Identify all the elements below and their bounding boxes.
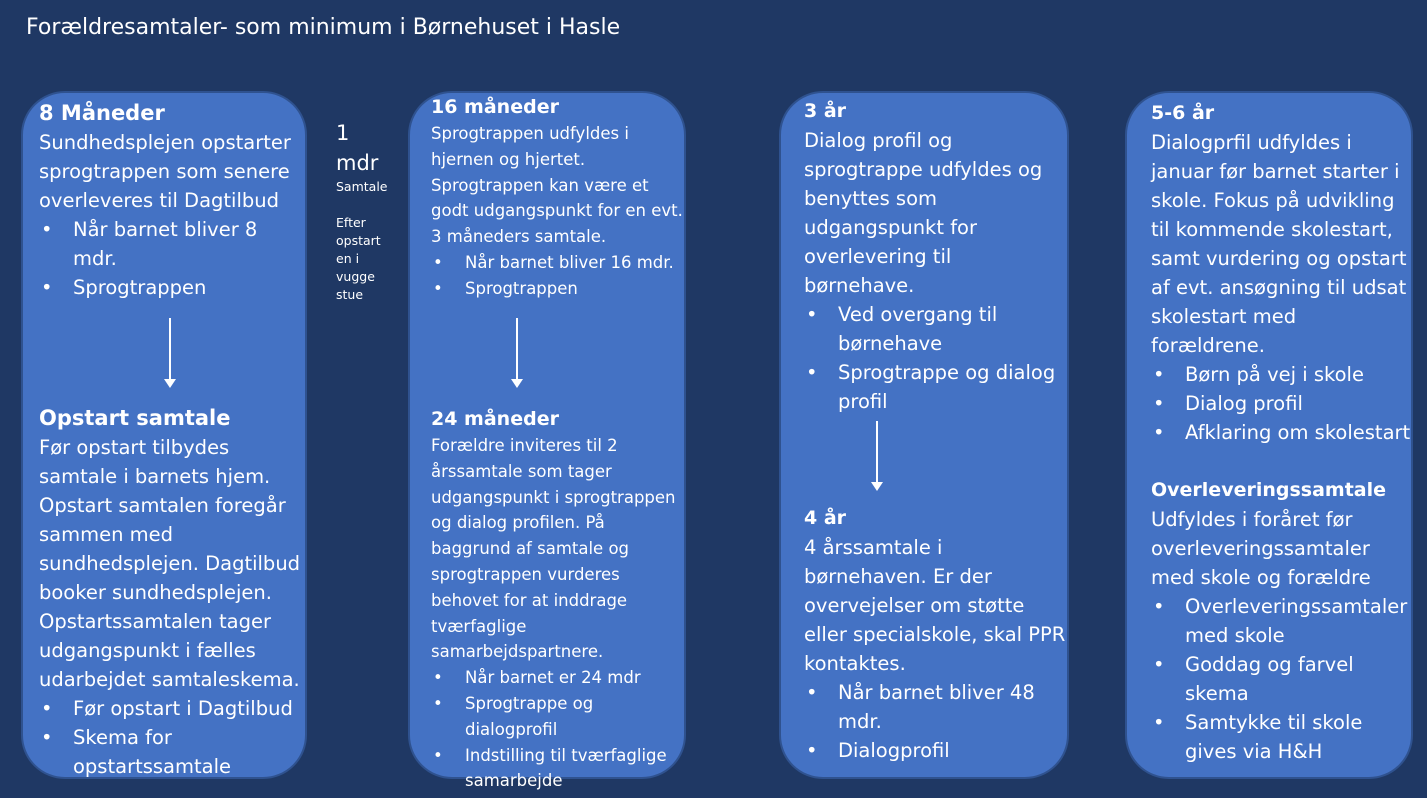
col4-body: Dialogprfil udfyldes i januar før barnet starter i skole. Fokus på udvikling til kommende skolestart, samt vurdering og opstart af evt. ansøgning til udsat skolestart med forældrene.	[1151, 131, 1407, 357]
list-item: • Samtykke til skole gives via H&H	[1151, 708, 1413, 766]
col3-heading: 3 år	[804, 100, 847, 122]
list-item: • Skema for opstartssamtale	[39, 723, 307, 781]
col3-bottom	[804, 504, 1066, 765]
col4-heading: 5-6 år	[1151, 102, 1215, 124]
col1-bullets2	[39, 694, 307, 781]
side-note-label: Samtale	[336, 179, 388, 194]
list-item: • Sprogtrappen	[39, 273, 307, 302]
arrow-down-icon	[516, 318, 518, 380]
arrow-down-icon	[876, 421, 878, 483]
side-note-unit: mdr	[336, 151, 379, 175]
list-item: • Før opstart i Dagtilbud	[39, 694, 307, 723]
col2-bullets	[431, 250, 688, 302]
col1-body: Sundhedsplejen opstarter sprogtrappen som senere overleveres til Dagtilbud	[39, 131, 291, 212]
list-item: • Børn på vej i skole	[1151, 360, 1413, 389]
col3-bullets	[804, 300, 1066, 416]
list-item: • Dialogprofil	[804, 736, 1066, 765]
col3-heading2: 4 år	[804, 507, 847, 529]
list-item: • Sprogtrappen	[431, 276, 688, 302]
col2-heading2: 24 måneder	[431, 408, 559, 430]
col2-top	[431, 93, 688, 302]
side-note-line: stue	[336, 287, 364, 302]
col1-bottom	[39, 404, 307, 781]
col3-body: Dialog profil og sprogtrappe udfyldes og benyttes som udgangspunkt for overlevering til børnehave.	[804, 129, 1043, 297]
col4-body2: Udfyldes i foråret før overleveringssamtaler med skole og forældre	[1151, 508, 1371, 589]
col1-heading: 8 Måneder	[39, 101, 165, 125]
list-item: • Goddag og farvel skema	[1151, 650, 1413, 708]
col1-heading2: Opstart samtale	[39, 406, 231, 430]
col1-body2: Før opstart tilbydes samtale i barnets hjem. Opstart samtalen foregår sammen med sundhedsplejen. Dagtilbud booker sundhedsplejen. Opstartssamtalen tager udgangspunkt i fælles udarbejdet samtaleskema.	[39, 436, 301, 691]
arrow-down-icon	[169, 318, 171, 380]
side-note-number: 1	[336, 121, 350, 145]
col4-bullets	[1151, 360, 1413, 447]
list-item: • Dialog profil	[1151, 389, 1413, 418]
col4-bullets2	[1151, 592, 1413, 766]
list-item: • Når barnet bliver 16 mdr.	[431, 250, 688, 276]
col3-top	[804, 97, 1066, 416]
col2-bottom	[431, 405, 688, 794]
list-item: • Sprogtrappe og dialogprofil	[431, 691, 688, 743]
list-item: • Indstilling til tværfaglige samarbejde	[431, 743, 688, 795]
col1-bullets	[39, 215, 307, 302]
list-item: • Når barnet bliver 48 mdr.	[804, 678, 1066, 736]
col1-top	[39, 99, 307, 302]
list-item: • Overleveringssamtaler med skole	[1151, 592, 1413, 650]
page-title: Forældresamtaler- som minimum i Børnehuset i Hasle	[26, 15, 621, 40]
col3-body2: 4 årssamtale i børnehaven. Er der overvejelser om støtte eller specialskole, skal PPR kontaktes.	[804, 536, 1066, 675]
list-item: • Ved overgang til børnehave	[804, 300, 1066, 358]
col2-body2: Forældre inviteres til 2 årssamtale som tager udgangspunkt i sprogtrappen og dialog profilen. På baggrund af samtale og sprogtrappen vurderes behovet for at inddrage tværfaglige samarbejdspartnere.	[431, 436, 676, 662]
list-item: • Når barnet bliver 8 mdr.	[39, 215, 307, 273]
side-note-line: en i	[336, 251, 360, 266]
col2-heading: 16 måneder	[431, 96, 559, 118]
side-note-line: Efter	[336, 215, 366, 230]
list-item: • Sprogtrappe og dialog profil	[804, 358, 1066, 416]
col4-text	[1151, 99, 1413, 766]
col2-bullets2	[431, 665, 688, 794]
list-item: • Afklaring om skolestart	[1151, 418, 1413, 447]
side-note-line: opstart	[336, 233, 381, 248]
side-note-line: vugge	[336, 269, 375, 284]
col2-body: Sprogtrappen udfyldes i hjernen og hjertet. Sprogtrappen kan være et godt udgangspunkt for en evt. 3 måneders samtale.	[431, 124, 683, 247]
side-note	[336, 118, 388, 304]
col4-heading2: Overleveringssamtale	[1151, 479, 1387, 501]
list-item: • Når barnet er 24 mdr	[431, 665, 688, 691]
col3-bullets2	[804, 678, 1066, 765]
